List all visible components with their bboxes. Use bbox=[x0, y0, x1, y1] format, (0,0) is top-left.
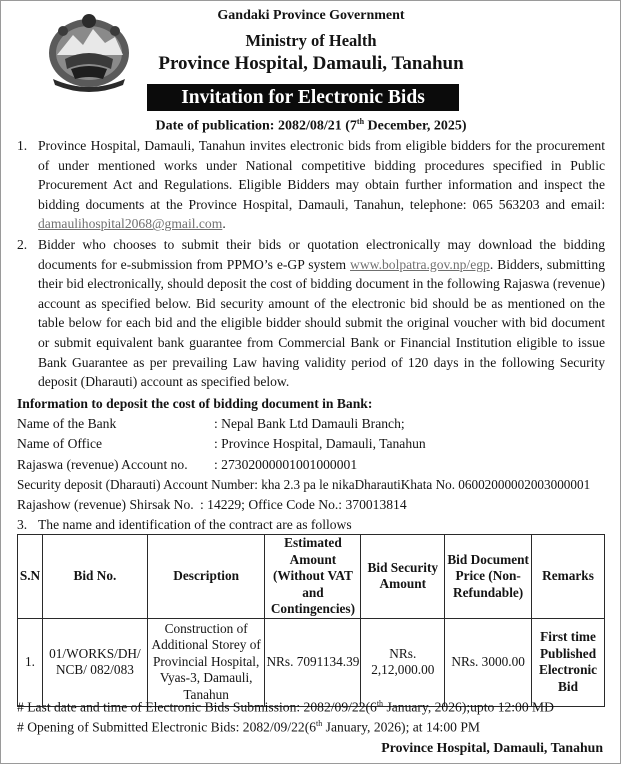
cell-bid-security: NRs. 2,12,000.00 bbox=[361, 618, 445, 706]
shirsak-value: : 14229; Office Code No.: 370013814 bbox=[200, 497, 407, 512]
egp-link[interactable]: www.bolpatra.gov.np/egp bbox=[350, 256, 490, 272]
opening-note bbox=[17, 719, 480, 736]
cell-bid-no: 01/WORKS/DH/ NCB/ 082/083 bbox=[42, 618, 147, 706]
bank-name-label: Name of the Bank bbox=[17, 416, 117, 431]
shirsak-row bbox=[17, 497, 407, 513]
last-date-text: # Last date and time of Electronic Bids Submission: 2082/09/22(6 bbox=[17, 699, 377, 715]
cell-remarks: First time Published Electronic Bid bbox=[532, 618, 605, 706]
office-row bbox=[17, 436, 426, 452]
bid-table bbox=[17, 534, 605, 707]
signature: Province Hospital, Damauli, Tanahun bbox=[381, 740, 603, 755]
paragraph-1 bbox=[17, 136, 605, 234]
nepal-emblem-icon bbox=[43, 9, 135, 93]
office-label: Name of Office bbox=[17, 436, 103, 451]
paragraph-2 bbox=[17, 235, 605, 392]
publication-date-text: Date of publication: 2082/08/21 (7 bbox=[155, 118, 357, 134]
bank-info-heading: Information to deposit the cost of bidding document in Bank: bbox=[17, 396, 373, 411]
section-3-number: 3. bbox=[17, 517, 28, 532]
rajaswa-value: : 27302000001001000001 bbox=[214, 457, 358, 472]
hospital-name: Province Hospital, Damauli, Tanahun bbox=[158, 53, 464, 74]
paragraph-1-text: Province Hospital, Damauli, Tanahun invites electronic bids from eligible bidders for the procurement of under mentioned works under National competitive bidding procedures specified in Public Procurement Act and Regulations. Eligible Bidders may obtain further information and inspect the bidding documents at the Province Hospital, Damauli, Tanahun, telephone: 065 563203 and email: bbox=[38, 138, 605, 212]
header-description: Description bbox=[147, 535, 265, 619]
last-date-rest: January, 2026);upto 12:00 MD bbox=[383, 699, 554, 715]
ministry-name: Ministry of Health bbox=[245, 31, 377, 50]
cell-estimated-amount: NRs. 7091134.39 bbox=[265, 618, 361, 706]
opening-text: # Opening of Submitted Electronic Bids: 2082/09/22(6 bbox=[17, 719, 317, 735]
office-value: : Province Hospital, Damauli, Tanahun bbox=[214, 436, 426, 451]
publication-date-rest: December, 2025) bbox=[364, 118, 467, 134]
table-row bbox=[18, 618, 605, 706]
notice-title: Invitation for Electronic Bids bbox=[147, 84, 459, 111]
paragraph-2-text-b: . Bidders, submitting their bid electronically, should deposit the cost of bidding document in the following Rajaswa (revenue) account as specified below. Bid security amount of the electronic bid should be as mentioned on the table below for each bid and the eligible bidder should submit the original voucher with bid document or submit equivalent bank guarantee from Commercial Bank or Financial Institution eligible to issue Bank Guarantee as per prevailing Law having validity period of 120 days in the following Security deposit (Dharauti) account as specified below. bbox=[38, 256, 606, 390]
header-bid-security: Bid Security Amount bbox=[361, 535, 445, 619]
header-bid-no: Bid No. bbox=[42, 535, 147, 619]
government-name: Gandaki Province Government bbox=[217, 8, 405, 23]
email-link[interactable]: damaulihospital2068@gmail.com bbox=[38, 216, 223, 232]
opening-rest: January, 2026); at 14:00 PM bbox=[322, 719, 480, 735]
cell-document-price: NRs. 3000.00 bbox=[445, 618, 532, 706]
rajaswa-row bbox=[17, 457, 357, 473]
security-label: Security deposit (Dharauti) Account Number: bbox=[17, 477, 258, 492]
security-value: kha 2.3 pa le nikaDharautiKhata No. 06002000002003000001 bbox=[261, 477, 591, 492]
header-remarks: Remarks bbox=[532, 535, 605, 619]
section-3-text: The name and identification of the contract are as follows bbox=[38, 517, 352, 532]
bank-name-row bbox=[17, 416, 405, 432]
publication-date bbox=[151, 117, 471, 135]
shirsak-label: Rajashow (revenue) Shirsak No. bbox=[17, 497, 194, 512]
cell-sn: 1. bbox=[18, 618, 43, 706]
last-date-note bbox=[17, 699, 554, 716]
header-sn: S.N bbox=[18, 535, 43, 619]
last-date-suffix: th bbox=[376, 699, 384, 708]
cell-description: Construction of Additional Storey of Provincial Hospital, Vyas-3, Damauli, Tanahun bbox=[147, 618, 265, 706]
opening-suffix: th bbox=[316, 719, 323, 728]
publication-date-suffix: th bbox=[356, 117, 365, 126]
paragraph-number: 1. bbox=[17, 138, 28, 153]
bank-name-value: : Nepal Bank Ltd Damauli Branch; bbox=[214, 416, 405, 431]
table-header-row bbox=[18, 535, 605, 619]
header-document-price: Bid Document Price (Non-Refundable) bbox=[445, 535, 532, 619]
header-estimated-amount: Estimated Amount (Without VAT and Contingencies) bbox=[265, 535, 361, 619]
security-row bbox=[17, 477, 590, 493]
rajaswa-label: Rajaswa (revenue) Account no. bbox=[17, 457, 188, 472]
section-3 bbox=[17, 517, 352, 533]
paragraph-number: 2. bbox=[17, 237, 28, 252]
paragraph-1-end: . bbox=[222, 216, 226, 232]
paragraph-2-text-a: Bidder who chooses to submit their bids or quotation electronically may download the bidding documents for e-submission from PPMO’s e-GP system bbox=[38, 237, 605, 272]
